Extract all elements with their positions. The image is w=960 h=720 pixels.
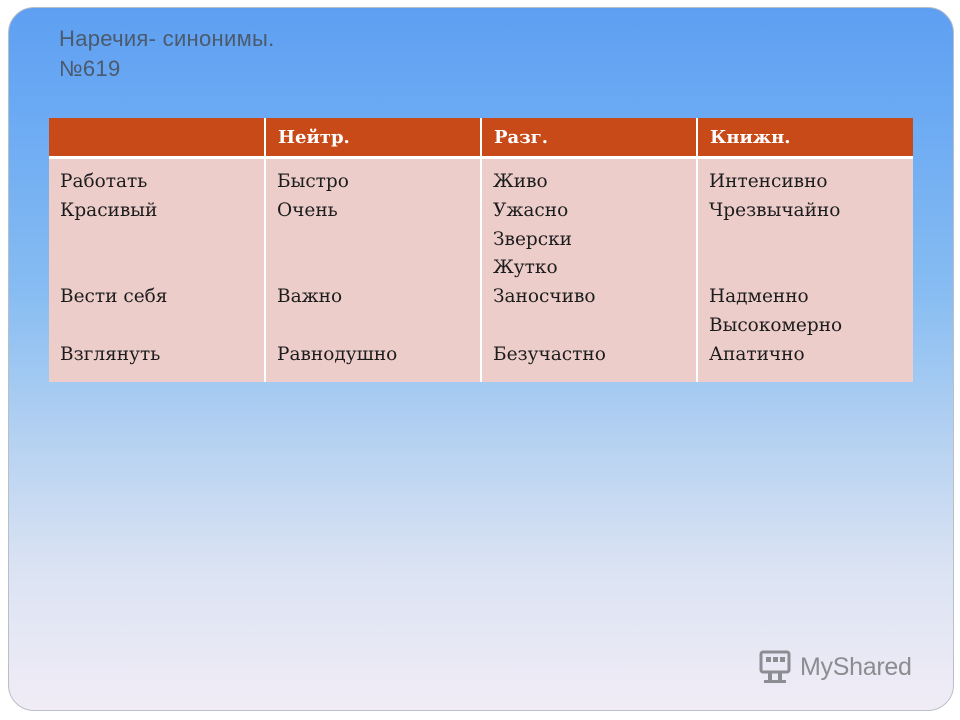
header-cell-neutral: Нейтр. bbox=[265, 118, 481, 158]
table-cell-line: Чрезвычайно bbox=[709, 199, 841, 221]
table-cell-line: Очень bbox=[277, 199, 338, 221]
table-header-row bbox=[49, 118, 913, 158]
title-line-topic: Наречия- синонимы. bbox=[59, 26, 275, 51]
table-cell-line: Быстро bbox=[277, 171, 349, 192]
table-cell-line: Взглянуть bbox=[60, 343, 161, 365]
watermark-shared: Shared bbox=[832, 652, 912, 681]
header-cell-bookish: Книжн. bbox=[697, 118, 913, 158]
column-neutral bbox=[265, 158, 481, 382]
table-cell-line bbox=[277, 226, 470, 255]
slide bbox=[8, 7, 954, 711]
table-cell-line: Важно bbox=[277, 286, 343, 308]
table-cell-line bbox=[277, 254, 470, 283]
column-colloquial bbox=[481, 158, 697, 382]
synonyms-table bbox=[49, 118, 913, 382]
table-cell-line: Надменно bbox=[709, 286, 809, 308]
column-verbs bbox=[49, 158, 265, 382]
table-cell-line bbox=[277, 312, 470, 341]
table-cell-line: Зверски bbox=[493, 228, 572, 250]
table-cell-line: Интенсивно bbox=[709, 171, 828, 192]
myshared-watermark bbox=[758, 650, 912, 684]
mushared-logo-icon bbox=[758, 650, 794, 684]
table-cell-line: Ужасно bbox=[493, 199, 569, 221]
table-cell-line bbox=[709, 226, 903, 255]
table-cell-line: Высокомерно bbox=[709, 314, 843, 336]
table-cell-line: Работать bbox=[60, 171, 148, 192]
watermark-text bbox=[800, 653, 912, 682]
watermark-my: My bbox=[800, 652, 833, 681]
title-line-exercise-number: №619 bbox=[59, 56, 121, 81]
header-cell-empty bbox=[49, 118, 265, 158]
table-cell-line: Жутко bbox=[493, 257, 558, 279]
header-cell-colloquial: Разг. bbox=[481, 118, 697, 158]
table-cell-line: Заносчиво bbox=[493, 286, 596, 308]
table-cell-line bbox=[493, 312, 686, 341]
column-bookish bbox=[697, 158, 913, 382]
table-cell-line bbox=[60, 254, 254, 283]
table-cell-line bbox=[60, 226, 254, 255]
table-cell-line: Красивый bbox=[60, 199, 158, 221]
table-cell-line: Безучастно bbox=[493, 343, 606, 365]
table-cell-line bbox=[60, 312, 254, 341]
table-cell-line: Живо bbox=[493, 171, 548, 192]
table-cell-line: Апатично bbox=[709, 343, 805, 365]
table-body-row bbox=[49, 158, 913, 382]
table-cell-line: Вести себя bbox=[60, 286, 168, 308]
slide-title bbox=[59, 24, 275, 84]
table-cell-line bbox=[709, 254, 903, 283]
table-cell-line: Равнодушно bbox=[277, 343, 398, 365]
